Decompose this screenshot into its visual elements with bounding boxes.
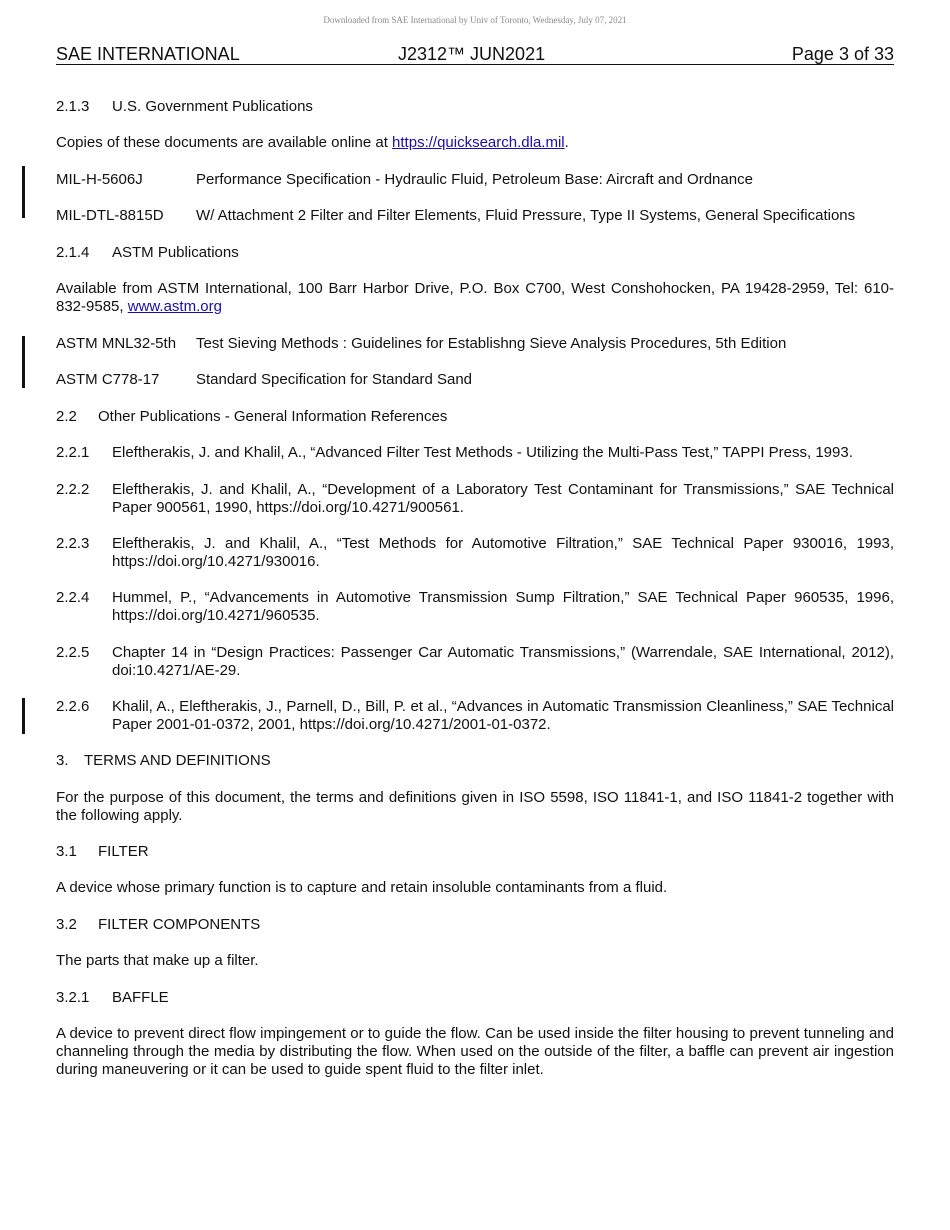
section-number: 3. [56, 752, 69, 769]
citation-number: 2.2.5 [56, 644, 90, 661]
header-org: SAE INTERNATIONAL [56, 44, 240, 64]
definition-filter: A device whose primary function is to capture and retain insoluble contaminants from a fluid. [56, 879, 668, 896]
citation-item [56, 698, 894, 734]
definition-filter-components: The parts that make up a filter. [56, 952, 259, 969]
section-number: 2.2 [56, 408, 77, 425]
availability-end: . [564, 134, 569, 151]
citation-text: Eleftherakis, J. and Khalil, A., “Test Methods for Automotive Filtration,” SAE Technical Paper 930016, 1993, https://doi.org/10.4271/930016. [112, 535, 894, 570]
header-page-number: Page 3 of 33 [791, 44, 894, 64]
reference-id: MIL-DTL-8815D [56, 207, 164, 224]
section-title: FILTER COMPONENTS [98, 916, 261, 933]
section-number: 2.1.4 [56, 244, 90, 261]
reference-row [56, 335, 894, 353]
citation-text: Eleftherakis, J. and Khalil, A., “Development of a Laboratory Test Contaminant for Transmissions,” SAE Technical Paper 900561, 1990, https://doi.org/10.4271/900561. [112, 481, 894, 516]
astm-link[interactable]: www.astm.org [127, 298, 222, 315]
change-bar [22, 698, 25, 734]
definition-baffle: A device to prevent direct flow impingement or to guide the flow. Can be used inside the filter housing to prevent tunneling and channeling through the media by distributing the flow. When used on the outside of the filter, a baffle can prevent air ingestion during maneuvering or it can be used to guide spent fluid to the filter inlet. [56, 1025, 894, 1078]
citation-number: 2.2.2 [56, 481, 90, 498]
citation-text: Khalil, A., Eleftherakis, J., Parnell, D., Bill, P. et al., “Advances in Automatic Transmission Cleanliness,” SAE Technical Paper 2001-01-0372, 2001, https://doi.org/10.4271/2001-01-0372. [112, 698, 894, 733]
citation-item [56, 589, 894, 625]
section-2-1-4-heading [56, 244, 894, 262]
download-watermark: Downloaded from SAE International by Univ of Toronto, Wednesday, July 07, 2021 [323, 15, 627, 25]
page-header [56, 44, 894, 65]
section-title: BAFFLE [112, 989, 169, 1006]
citation-number: 2.2.4 [56, 589, 90, 606]
section-title: TERMS AND DEFINITIONS [84, 752, 271, 769]
section-title: FILTER [98, 843, 149, 860]
change-bar [22, 336, 25, 388]
section-3-2-1-heading [56, 989, 894, 1007]
section-number: 3.2 [56, 916, 77, 933]
section-title: ASTM Publications [112, 244, 239, 261]
reference-id: ASTM C778-17 [56, 371, 160, 388]
section-number: 3.1 [56, 843, 77, 860]
section-2-1-3-heading [56, 98, 894, 116]
section-2-1-4-availability [56, 280, 894, 316]
reference-title: Standard Specification for Standard Sand [196, 371, 473, 388]
reference-title: Test Sieving Methods : Guidelines for Establishng Sieve Analysis Procedures, 5th Edition [196, 335, 787, 352]
citation-text: Hummel, P., “Advancements in Automotive Transmission Sump Filtration,” SAE Technical Paper 960535, 1996, https://doi.org/10.4271/960535. [112, 589, 894, 624]
citation-number: 2.2.1 [56, 444, 90, 461]
reference-row [56, 171, 894, 189]
section-2-2-heading [56, 408, 894, 426]
section-title: U.S. Government Publications [112, 98, 313, 115]
citation-item [56, 444, 894, 462]
change-bar [22, 166, 25, 218]
reference-row [56, 207, 894, 225]
citation-number: 2.2.3 [56, 535, 90, 552]
section-number: 3.2.1 [56, 989, 90, 1006]
availability-text: Available from ASTM International, 100 Barr Harbor Drive, P.O. Box C700, West Conshohocken, PA 19428-2959, Tel: 610-832-9585, [56, 280, 894, 315]
section-number: 2.1.3 [56, 98, 90, 115]
reference-id: ASTM MNL32-5th [56, 335, 177, 352]
section-3-1-heading [56, 843, 894, 861]
quicksearch-link[interactable]: https://quicksearch.dla.mil [392, 134, 565, 151]
section-3-2-heading [56, 916, 894, 934]
citation-item [56, 535, 894, 571]
citation-text: Eleftherakis, J. and Khalil, A., “Advanced Filter Test Methods - Utilizing the Multi-Pass Test,” TAPPI Press, 1993. [112, 444, 853, 461]
availability-text: Copies of these documents are available online at [56, 134, 393, 151]
reference-id: MIL-H-5606J [56, 171, 143, 188]
section-3-heading [56, 752, 894, 770]
citation-item [56, 481, 894, 517]
reference-title: Performance Specification - Hydraulic Fluid, Petroleum Base: Aircraft and Ordnance [196, 171, 753, 188]
section-2-1-3-availability [56, 134, 894, 152]
section-title: Other Publications - General Information References [98, 408, 448, 425]
header-doc-id: J2312™ JUN2021 [398, 44, 546, 64]
citation-number: 2.2.6 [56, 698, 90, 715]
citation-text: Chapter 14 in “Design Practices: Passenger Car Automatic Transmissions,” (Warrendale, SAE International, 2012), doi:10.4271/AE-29. [112, 644, 894, 679]
reference-title: W/ Attachment 2 Filter and Filter Elements, Fluid Pressure, Type II Systems, General Specifications [196, 207, 856, 224]
reference-row [56, 371, 894, 389]
citation-item [56, 644, 894, 680]
section-3-intro: For the purpose of this document, the terms and definitions given in ISO 5598, ISO 11841-1, and ISO 11841-2 together with the following apply. [56, 789, 894, 824]
